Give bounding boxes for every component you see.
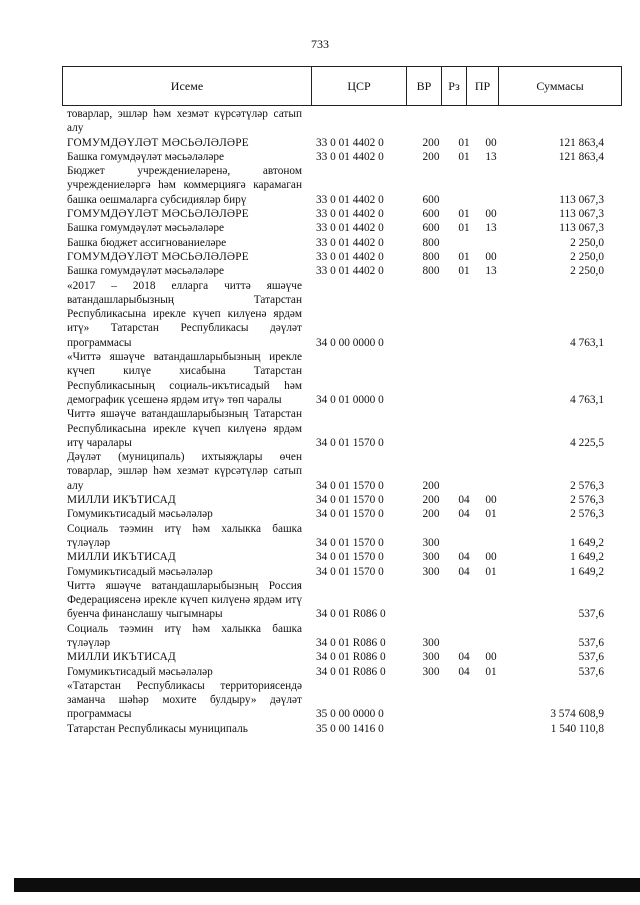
table-row <box>0 221 640 235</box>
row-csr: 33 0 01 4402 0 <box>316 193 384 206</box>
row-sum: 3 574 608,9 <box>550 708 604 721</box>
row-vr: 600 <box>422 208 440 221</box>
table-row <box>0 622 640 651</box>
row-name: Гомумикътисадый мәсьәләләр <box>67 665 213 678</box>
row-name: Башка гомумдәүләт мәсьәләләре <box>67 265 225 278</box>
row-sum: 537,6 <box>578 651 604 664</box>
row-rz: 01 <box>458 150 470 163</box>
row-csr: 34 0 01 1570 0 <box>316 479 384 492</box>
row-csr: 33 0 01 4402 0 <box>316 150 384 163</box>
row-name: Социаль тәэмин итү һәм халыкка башка түләүләр <box>67 522 302 549</box>
row-vr: 600 <box>422 193 440 206</box>
row-pr: 01 <box>485 508 497 521</box>
row-sum: 537,6 <box>578 665 604 678</box>
table-body <box>0 107 640 736</box>
row-sum: 2 250,0 <box>570 236 604 249</box>
row-name: товарлар, эшләр һәм хезмәт күрсәтүләр сатып алу <box>67 108 302 135</box>
header-vr: ВР <box>406 67 441 105</box>
row-csr: 33 0 01 4402 0 <box>316 250 384 263</box>
row-vr: 800 <box>422 236 440 249</box>
row-vr: 200 <box>422 508 440 521</box>
table-row <box>0 665 640 679</box>
row-csr: 33 0 01 4402 0 <box>316 236 384 249</box>
row-pr: 00 <box>485 208 497 221</box>
row-csr: 34 0 01 1570 0 <box>316 551 384 564</box>
row-sum: 1 649,2 <box>570 536 604 549</box>
row-sum: 537,6 <box>578 636 604 649</box>
row-name: Татарстан Республикасы муниципаль <box>67 722 248 735</box>
table-header <box>62 66 622 106</box>
table-row <box>0 579 640 622</box>
row-name: Башка бюджет ассигнованиеләре <box>67 236 227 249</box>
row-rz: 01 <box>458 208 470 221</box>
table-row <box>0 650 640 664</box>
row-csr: 34 0 01 1570 0 <box>316 436 384 449</box>
row-name: МИЛЛИ ИКЪТИСАД <box>67 551 176 564</box>
row-vr: 300 <box>422 651 440 664</box>
row-vr: 300 <box>422 551 440 564</box>
row-vr: 200 <box>422 494 440 507</box>
row-name: Читтә яшәүче ватандашларыбызның Россия Федерациясенә ирекле күчеп килүенә ярдәм итү буенча финанслашу чыгымнары <box>67 579 302 621</box>
row-csr: 35 0 00 0000 0 <box>316 708 384 721</box>
row-sum: 2 576,3 <box>570 479 604 492</box>
row-sum: 121 863,4 <box>558 150 604 163</box>
row-vr: 300 <box>422 636 440 649</box>
table-row <box>0 136 640 150</box>
row-vr: 200 <box>422 136 440 149</box>
row-sum: 4 763,1 <box>570 393 604 406</box>
table-row <box>0 679 640 722</box>
row-name: Дәүләт (муниципаль) ихтыяҗлары өчен товарлар, эшләр һәм хезмәт күрсәтүләр сатып алу <box>67 451 302 492</box>
table-row <box>0 722 640 736</box>
row-name: «Читтә яшәүче ватандашларыбызның ирекле күчеп килүе хисабына Татарстан Республикасының социаль-икътисадый һәм демографик үсешенә ярдәм итү» төп чаралы <box>67 351 302 406</box>
row-csr: 34 0 01 1570 0 <box>316 565 384 578</box>
row-vr: 200 <box>422 150 440 163</box>
row-vr: 300 <box>422 565 440 578</box>
row-rz: 01 <box>458 265 470 278</box>
row-name: «2017 – 2018 елларга читтә яшәүче ватандашларыбызның Татарстан Республикасына ирекле күчеп килүенә ярдәм итү» Татарстан Республикасы дәүләт программасы <box>67 279 302 349</box>
row-rz: 01 <box>458 250 470 263</box>
row-pr: 13 <box>485 222 497 235</box>
row-sum: 2 250,0 <box>570 265 604 278</box>
row-sum: 2 576,3 <box>570 508 604 521</box>
row-name: МИЛЛИ ИКЪТИСАД <box>67 494 176 507</box>
row-csr: 34 0 01 R086 0 <box>316 636 386 649</box>
scan-edge-bar <box>14 878 640 892</box>
row-sum: 121 863,4 <box>558 136 604 149</box>
table-row <box>0 450 640 493</box>
row-name: Башка гомумдәүләт мәсьәләләре <box>67 222 225 235</box>
row-vr: 300 <box>422 536 440 549</box>
header-rz: Рз <box>441 67 466 105</box>
header-sum: Суммасы <box>498 67 621 105</box>
row-pr: 01 <box>485 565 497 578</box>
row-pr: 00 <box>485 494 497 507</box>
table-row <box>0 550 640 564</box>
page-number: 733 <box>311 37 329 51</box>
table-row <box>0 279 640 350</box>
row-sum: 113 067,3 <box>559 208 604 221</box>
row-sum: 113 067,3 <box>559 222 604 235</box>
table-row <box>0 107 640 136</box>
row-vr: 300 <box>422 665 440 678</box>
row-csr: 34 0 01 R086 0 <box>316 651 386 664</box>
row-csr: 34 0 01 R086 0 <box>316 665 386 678</box>
row-name: ГОМУМДӘҮЛӘТ МӘСЬӘЛӘЛӘРЕ <box>67 250 249 263</box>
row-sum: 4 763,1 <box>570 336 604 349</box>
row-csr: 33 0 01 4402 0 <box>316 208 384 221</box>
row-name: Гомумикътисадый мәсьәләләр <box>67 508 213 521</box>
header-pr: ПР <box>466 67 498 105</box>
row-csr: 34 0 01 1570 0 <box>316 494 384 507</box>
row-pr: 13 <box>485 265 497 278</box>
row-rz: 01 <box>458 222 470 235</box>
row-sum: 2 250,0 <box>570 250 604 263</box>
row-sum: 1 649,2 <box>570 565 604 578</box>
row-name: МИЛЛИ ИКЪТИСАД <box>67 651 176 664</box>
row-csr: 33 0 01 4402 0 <box>316 222 384 235</box>
row-vr: 200 <box>422 479 440 492</box>
row-pr: 00 <box>485 250 497 263</box>
table-row <box>0 207 640 221</box>
row-sum: 1 540 110,8 <box>550 722 604 735</box>
table-row <box>0 565 640 579</box>
row-pr: 00 <box>485 651 497 664</box>
row-name: «Татарстан Республикасы территориясендә заманча шәһәр мохите булдыру» дәүләт программасы <box>67 679 302 721</box>
row-csr: 34 0 01 1570 0 <box>316 536 384 549</box>
row-name: Башка гомумдәүләт мәсьәләләре <box>67 150 225 163</box>
row-name: Бюджет учреждениеләренә, автоном учреждениеләргә һәм коммерциягә карамаган башка оешмаларга субсидияләр бирү <box>67 165 302 206</box>
row-sum: 537,6 <box>578 608 604 621</box>
row-vr: 800 <box>422 250 440 263</box>
row-vr: 600 <box>422 222 440 235</box>
table-row <box>0 350 640 407</box>
row-csr: 33 0 01 4402 0 <box>316 136 384 149</box>
row-rz: 01 <box>458 136 470 149</box>
header-name: Исеме <box>170 79 204 93</box>
row-rz: 04 <box>458 651 470 664</box>
row-pr: 13 <box>485 150 497 163</box>
row-name: ГОМУМДӘҮЛӘТ МӘСЬӘЛӘЛӘРЕ <box>67 136 249 149</box>
table-row <box>0 407 640 450</box>
row-csr: 33 0 01 4402 0 <box>316 265 384 278</box>
row-vr: 800 <box>422 265 440 278</box>
row-csr: 34 0 00 0000 0 <box>316 336 384 349</box>
row-sum: 2 576,3 <box>570 494 604 507</box>
row-name: Читтә яшәүче ватандашларыбызның Татарстан Республикасына ирекле күчеп килүенә ярдәм итү чаралары <box>67 408 302 449</box>
table-row <box>0 507 640 521</box>
row-sum: 1 649,2 <box>570 551 604 564</box>
row-name: Социаль тәэмин итү һәм халыкка башка түләүләр <box>67 622 302 649</box>
table-row <box>0 250 640 264</box>
row-name: ГОМУМДӘҮЛӘТ МӘСЬӘЛӘЛӘРЕ <box>67 208 249 221</box>
table-row <box>0 164 640 207</box>
row-name: Гомумикътисадый мәсьәләләр <box>67 565 213 578</box>
row-rz: 04 <box>458 551 470 564</box>
row-pr: 00 <box>485 551 497 564</box>
table-row <box>0 493 640 507</box>
row-rz: 04 <box>458 508 470 521</box>
row-csr: 34 0 01 1570 0 <box>316 508 384 521</box>
header-csr: ЦСР <box>311 67 406 105</box>
row-rz: 04 <box>458 665 470 678</box>
row-csr: 34 0 01 R086 0 <box>316 608 386 621</box>
table-row <box>0 522 640 551</box>
table-row <box>0 264 640 278</box>
row-csr: 34 0 01 0000 0 <box>316 393 384 406</box>
row-pr: 00 <box>485 136 497 149</box>
table-row <box>0 150 640 164</box>
row-sum: 4 225,5 <box>570 436 604 449</box>
row-sum: 113 067,3 <box>559 193 604 206</box>
table-row <box>0 236 640 250</box>
row-rz: 04 <box>458 494 470 507</box>
row-rz: 04 <box>458 565 470 578</box>
row-csr: 35 0 00 1416 0 <box>316 722 384 735</box>
row-pr: 01 <box>485 665 497 678</box>
